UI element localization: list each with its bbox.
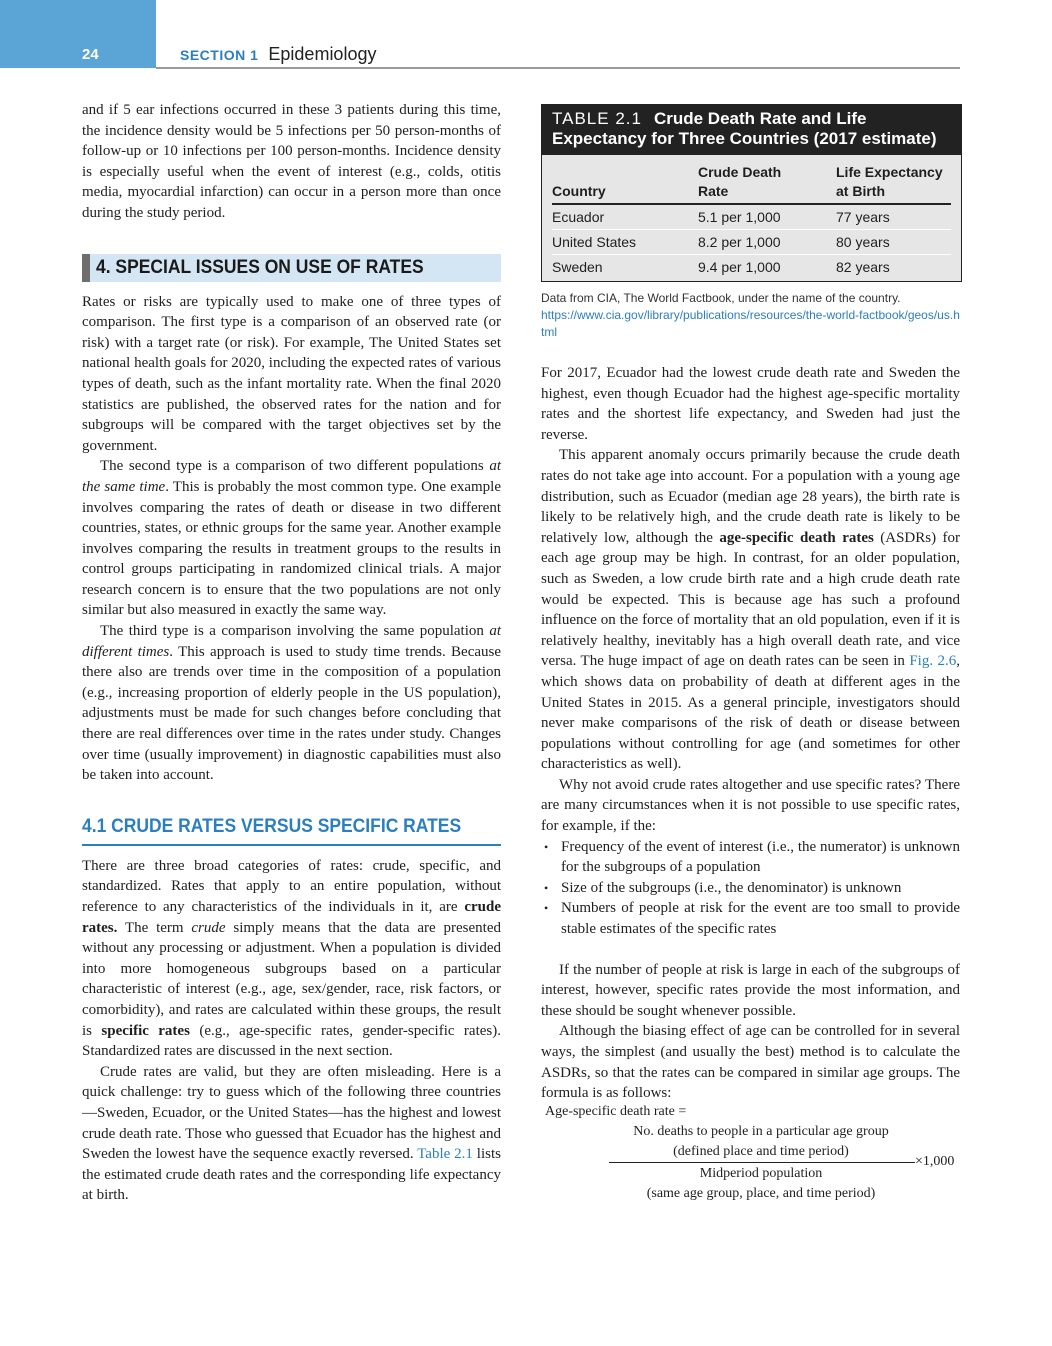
- paragraph: If the number of people at risk is large in each of the subgroups of interest, however, specific rates provide the most information, and these should be sought whenever possible.: [541, 961, 960, 1019]
- table-source: Data from CIA, The World Factbook, under the name of the country.: [541, 291, 901, 305]
- paragraph: There are three broad categories of rates: crude, specific, and standardized. Rates that apply to an entire population, without reference to any characteristics of the individuals in it, are crude rates. The term crude simply means that the data are presented without any processing or adjustment. When a population is divided into more homogeneous subgroups based on a particular characteristic of interest (e.g., age, sex/gender, race, risk factors, or comorbidity), and rates are calculated within these groups, the result is specific rates (e.g., age-specific rates, gender-specific rates). Standardized rates are discussed in the next section.: [82, 857, 501, 1060]
- cell-rate: 8.2 per 1,000: [698, 234, 781, 250]
- section-title: Epidemiology: [268, 44, 377, 64]
- formula-denominator: Midperiod population (same age group, place, and time period): [646, 1165, 876, 1201]
- paragraph: Crude rates are valid, but they are often misleading. Here is a quick challenge: try to guess which of the following three countries—Sweden, Ecuador, or the United States—has the highest and lowest crude death rate. Those who guessed that Ecuador has the highest and Sweden the lowest have the sequence exactly reversed. Table 2.1 lists the estimated crude death rates and the corresponding life expectancy at birth.: [82, 1063, 501, 1204]
- header-rule: [156, 67, 960, 69]
- cell-life: 80 years: [836, 234, 890, 250]
- source-url-link[interactable]: https://www.cia.gov/library/publications/resources/the-world-factbook/geos/us.html: [541, 308, 960, 339]
- term-bold: age-specific death rates: [719, 529, 874, 546]
- table-body: [542, 155, 961, 281]
- table-row: [552, 230, 951, 255]
- table-reference-link[interactable]: Table 2.1: [417, 1146, 473, 1163]
- cell-life: 82 years: [836, 259, 890, 275]
- cell-country: Sweden: [552, 259, 603, 275]
- formula-numerator: No. deaths to people in a particular age group (defined place and time period): [633, 1123, 889, 1159]
- table-header-row: [552, 155, 951, 205]
- table-row: [552, 205, 951, 230]
- paragraph: Why not avoid crude rates altogether and use specific rates? There are many circumstances when it is not possible to use specific rates, for example, if the:: [541, 776, 960, 835]
- running-head: [180, 44, 376, 65]
- figure-reference-link[interactable]: Fig. 2.6: [909, 653, 957, 670]
- fraction-bar: [609, 1162, 915, 1163]
- list-item: • Frequency of the event of interest (i.e., the numerator) is unknown for the subgroups of a population: [541, 837, 960, 878]
- paragraph: The third type is a comparison involving the same population at different times. This approach is used to study time trends. Because there also are trends over time in the composition of a population (e.g., increasing proportion of elderly people in the US population), adjustments must be made for such changes before concluding that there are real differences over time in the rates under study. Changes over time (usually improvement) in diagnostic capabilities must also be taken into account.: [82, 623, 502, 784]
- data-table: [541, 104, 962, 282]
- paragraph: and if 5 ear infections occurred in these 3 patients during this time, the incidence density would be 5 infections per 50 person-months of follow-up or 10 infections per 100 person-months. Incidence density is especially useful when the event of interest (e.g., colds, otitis media, myocardial infarction) can occur in a person more than once during the study period.: [82, 102, 501, 221]
- emphasis: at different times: [82, 623, 501, 660]
- cell-rate: 5.1 per 1,000: [698, 209, 781, 225]
- formula-lhs: Age-specific death rate =: [545, 1103, 687, 1119]
- cell-life: 77 years: [836, 209, 890, 225]
- table-source-note: [541, 290, 960, 341]
- bullet-list: [541, 837, 960, 940]
- section-label: SECTION 1: [180, 47, 259, 63]
- subsection-heading: 4.1 CRUDE RATES VERSUS SPECIFIC RATES: [82, 815, 462, 837]
- table-row: [552, 255, 951, 279]
- right-column: [541, 104, 960, 1204]
- section-heading-box: [82, 254, 501, 282]
- paragraph: For 2017, Ecuador had the lowest crude death rate and Sweden the highest, even though Ecuador had the highest age-specific mortality rates and the shortest life expectancy, and Sweden had just the reverse.: [541, 365, 960, 443]
- emphasis: crude: [191, 919, 226, 936]
- term-bold: crude rates.: [82, 899, 501, 936]
- paragraph: The second type is a comparison of two different populations at the same time. This is probably the most common type. One example involves comparing the rates of death or disease in two different countries, states, or ethnic groups for the same year. Another example involves comparing the results in treatment groups to the results in control groups participating in randomized clinical trials. A major research concern is to ensure that the two populations are not only similar but also measured in exactly the same way.: [82, 458, 501, 619]
- formula-multiplier: ×1,000: [915, 1153, 955, 1169]
- emphasis: at the same time: [82, 458, 501, 495]
- cell-rate: 9.4 per 1,000: [698, 259, 781, 275]
- subsection-rule: [82, 844, 501, 846]
- left-column: [82, 100, 501, 1206]
- section-heading: 4. SPECIAL ISSUES ON USE OF RATES: [96, 256, 424, 278]
- term-bold: specific rates: [101, 1022, 190, 1039]
- column-header-rate: Crude Death Rate: [698, 164, 782, 199]
- page-number: 24: [82, 46, 99, 63]
- page-number-tab: [0, 0, 156, 68]
- cell-country: United States: [552, 234, 637, 250]
- list-item: • Size of the subgroups (i.e., the denominator) is unknown: [541, 878, 960, 899]
- asdr-formula: [541, 1104, 960, 1204]
- table-caption: [542, 105, 961, 155]
- column-header-life: Life Expectancy at Birth: [836, 164, 943, 199]
- paragraph: Rates or risks are typically used to make one of three types of comparison. The first type is a comparison of an observed rate (or risk) with a target rate (or risk). For example, The United States set national health goals for 2020, including the expected rates of various types of death, such as the infant mortality rate. When the final 2020 statistics are published, the observed rates for the nation and for subgroups will be compared with the target objectives set by the government.: [82, 293, 501, 454]
- cell-country: Ecuador: [552, 209, 605, 225]
- table-title: Crude Death Rate and Life Expectancy for Three Countries (2017 estimate): [552, 109, 937, 148]
- table-label: TABLE 2.1: [552, 109, 642, 128]
- paragraph: This apparent anomaly occurs primarily because the crude death rates do not take age into account. For a population with a young age distribution, such as Ecuador (median age 28 years), the birth rate is likely to be relatively high, and the crude death rate is likely to be relatively low, although the age-specific death rates (ASDRs) for each age group may be high. In contrast, for an older population, such as Sweden, a low crude birth rate and a high crude death rate would be expected. This is because age has such a profound influence on the force of mortality that an old population, even if it is relatively healthy, inevitably has a high overall death rate, and vice versa. The huge impact of age on death rates can be seen in Fig. 2.6, which shows data on probability of death at different ages in the United States in 2015. As a general principle, investigators should never make comparisons of the risk of death or disease between populations without controlling for age (and sometimes for other characteristics as well).: [541, 447, 960, 773]
- column-header-country: Country: [552, 183, 606, 199]
- paragraph: Although the biasing effect of age can be controlled for in several ways, the simplest (and usually the best) method is to calculate the ASDRs, so that the rates can be compared in similar age groups. The formula is as follows:: [541, 1023, 960, 1102]
- list-item: • Numbers of people at risk for the event are too small to provide stable estimates of the specific rates: [541, 898, 960, 939]
